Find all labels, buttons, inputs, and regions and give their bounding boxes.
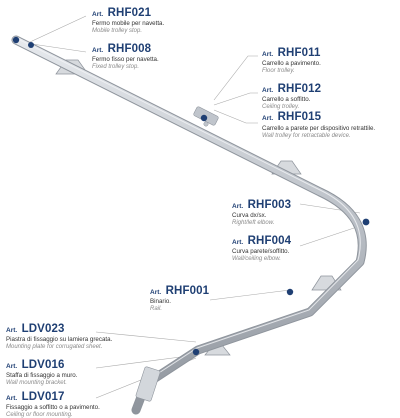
end-stop-body — [135, 366, 160, 401]
label-rhf012 — [262, 80, 321, 110]
description-en: Fixed trolley stop. — [92, 64, 140, 71]
article-code: LDV016 — [21, 359, 65, 371]
art-prefix: Art. — [6, 395, 18, 402]
description-it: Carrello a parete per dispositivo retrattile. — [262, 125, 376, 132]
description-en: Ceiling or floor mounting. — [6, 412, 73, 418]
article-code: RHF011 — [277, 47, 321, 59]
label-ldv017 — [6, 388, 100, 418]
dot-rail — [287, 289, 293, 295]
description-it: Staffa di fissaggio a muro. — [6, 372, 78, 379]
description-it: Fissaggio a soffitto o a pavimento. — [6, 404, 100, 411]
article-code: RHF003 — [247, 199, 292, 211]
label-rhf011 — [262, 44, 321, 74]
description-en: Mounting plate for corrugated sheet. — [6, 344, 103, 351]
leader-rhf001 — [210, 290, 290, 300]
label-rhf021 — [92, 4, 164, 34]
art-prefix: Art. — [262, 87, 274, 94]
article-code: RHF004 — [247, 235, 292, 247]
leader-rhf012 — [214, 93, 258, 105]
description-it: Carrello a soffitto. — [262, 96, 311, 103]
art-prefix: Art. — [150, 289, 162, 296]
description-it: Piastra di fissaggio su lamiera grecata. — [6, 336, 113, 343]
description-en: Wall/ceiling elbow. — [232, 256, 281, 263]
end-stop — [135, 366, 160, 401]
art-prefix: Art. — [232, 203, 244, 210]
leader-rhf004 — [300, 226, 360, 246]
article-code: RHF012 — [277, 83, 322, 95]
art-prefix: Art. — [232, 239, 244, 246]
leader-rhf015 — [214, 110, 258, 123]
article-code: LDV017 — [21, 391, 65, 403]
label-rhf003 — [232, 196, 291, 226]
art-prefix: Art. — [6, 363, 18, 370]
description-it: Curva dx/sx. — [232, 212, 267, 219]
label-ldv016 — [6, 356, 77, 386]
description-en: Ceiling trolley. — [262, 104, 300, 111]
description-it: Fermo mobile per navetta. — [92, 20, 165, 27]
dot-stop — [28, 42, 34, 48]
description-en: Wall trolley for retractable device. — [262, 133, 351, 140]
description-it: Binario. — [150, 298, 171, 305]
label-rhf001 — [150, 282, 209, 312]
article-code: RHF001 — [165, 285, 210, 297]
art-prefix: Art. — [262, 115, 274, 122]
description-en: Right/left elbow. — [232, 220, 275, 227]
dot-start — [13, 37, 19, 43]
article-code: RHF015 — [277, 111, 322, 123]
description-it: Curva parete/soffitto. — [232, 248, 290, 255]
art-prefix: Art. — [262, 51, 274, 58]
dot-bracket — [193, 349, 199, 355]
label-rhf008 — [92, 40, 159, 70]
trolley-eye — [204, 122, 208, 126]
description-en: Wall mounting bracket. — [6, 380, 67, 387]
article-code: LDV023 — [21, 323, 65, 335]
art-prefix: Art. — [6, 327, 18, 334]
label-rhf015 — [262, 108, 390, 139]
leader-rhf021 — [30, 16, 86, 42]
description-it: Carrello a pavimento. — [262, 60, 321, 67]
article-code: RHF021 — [107, 7, 152, 19]
dot-elbow — [363, 219, 370, 226]
art-prefix: Art. — [92, 11, 104, 18]
description-en: Rail. — [150, 306, 163, 313]
dot-trolley — [201, 115, 207, 121]
article-code: RHF008 — [107, 43, 152, 55]
description-en: Mobile trolley stop. — [92, 28, 143, 35]
description-en: Floor trolley. — [262, 68, 295, 75]
art-prefix: Art. — [92, 47, 104, 54]
description-it: Fermo fisso per navetta. — [92, 56, 159, 63]
label-rhf004 — [232, 232, 291, 262]
leader-rhf011 — [214, 56, 258, 100]
label-ldv023 — [6, 320, 112, 350]
